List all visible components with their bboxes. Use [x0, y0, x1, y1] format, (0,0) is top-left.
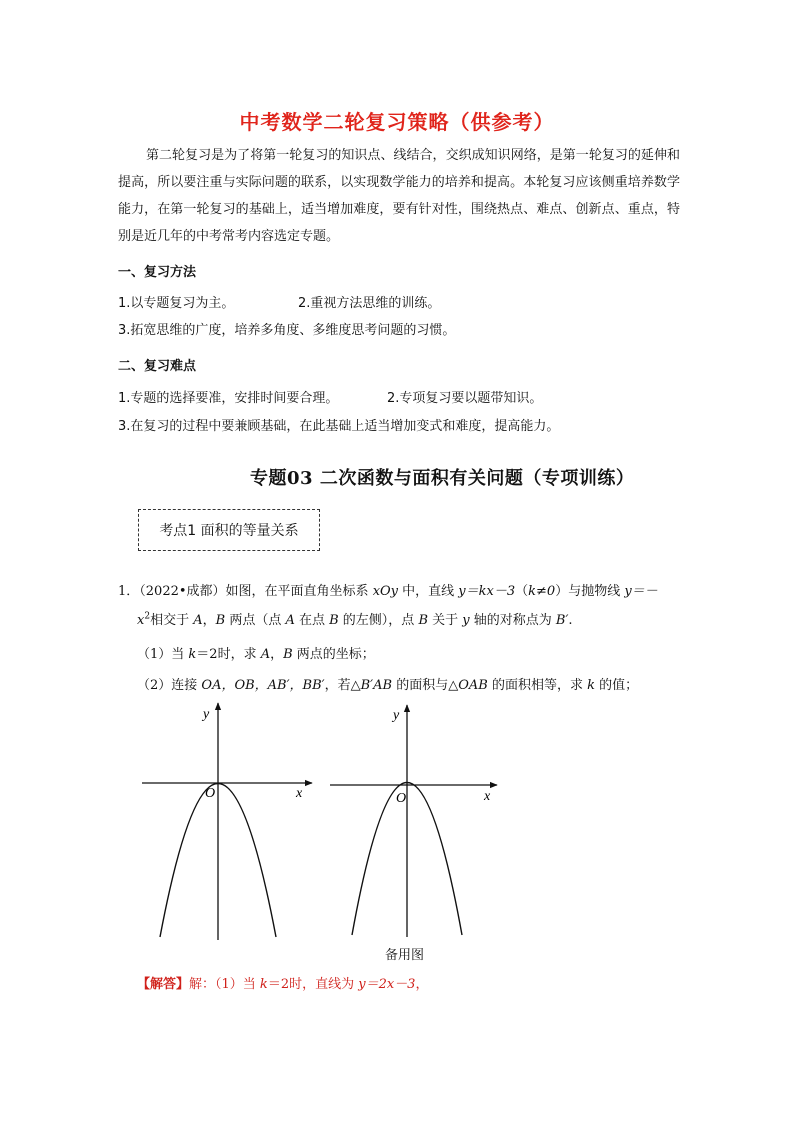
q-point: A — [260, 647, 271, 662]
figure-2 — [330, 705, 497, 937]
section2-item1: 1.专题的选择要准，安排时间要合理。 — [118, 391, 339, 406]
page-title: 中考数学二轮复习策略（供参考） — [239, 110, 555, 134]
q-text: ， — [202, 613, 216, 628]
figure-caption: 备用图 — [385, 948, 425, 963]
x-label: x — [484, 789, 491, 804]
q-x: x — [137, 613, 145, 628]
q-segments: OA，OB，AB′，BB′ — [201, 678, 325, 693]
q-condition: k≠0 — [528, 584, 556, 599]
y-label: y — [393, 708, 400, 723]
q-triangle: OAB — [458, 678, 488, 693]
figure-1 — [142, 703, 312, 940]
q-k: k — [188, 647, 197, 662]
q-text: （2）连接 — [137, 678, 202, 693]
q-parabola-y: y＝－ — [624, 584, 658, 599]
section2-item2: 2.专项复习要以题带知识。 — [387, 391, 543, 406]
section2-item3: 3.在复习的过程中要兼顾基础，在此基础上适当增加变式和难度，提高能力。 — [118, 419, 560, 434]
q-text: 两点的坐标； — [292, 647, 375, 662]
q-xoy: xOy — [372, 584, 399, 599]
q-text: 的左侧），点 — [338, 613, 419, 628]
origin-label: O — [205, 786, 216, 801]
section1-heading: 一、复习方法 — [118, 265, 197, 280]
q-axis: y — [462, 613, 470, 628]
answer-equation: y＝2x－3 — [358, 977, 416, 992]
kaodian-label: 考点1 面积的等量关系 — [159, 523, 299, 539]
q-text: ， — [270, 647, 284, 662]
section1-item1: 1.以专题复习为主。 — [118, 296, 235, 311]
answer-text: ＝2时，直线为 — [267, 977, 359, 992]
q-k: k — [587, 678, 595, 693]
question-source: （2022•成都） — [139, 584, 226, 599]
q-point: B′ — [555, 613, 569, 628]
answer-text: ， — [415, 977, 429, 992]
q-point: A — [285, 613, 295, 628]
q-point: A — [193, 613, 203, 628]
q-text: 两点（点 — [225, 613, 286, 628]
q-text: 相交于 — [150, 613, 194, 628]
q-point: B — [329, 613, 339, 628]
q-text: . — [568, 613, 573, 628]
q-line-equation: y＝kx－3 — [458, 584, 516, 599]
subject-title: 专题03 二次函数与面积有关问题（专项训练） — [250, 468, 635, 489]
q-text: 如图，在平面直角坐标系 — [225, 584, 373, 599]
q-text: 的值； — [594, 678, 639, 693]
answer-k: k — [259, 977, 268, 992]
q-point: B — [215, 613, 226, 628]
q-point: B — [418, 613, 428, 628]
q-text: 中，直线 — [398, 584, 459, 599]
q-exponent: 2 — [144, 611, 151, 622]
q-text: （1）当 — [137, 647, 189, 662]
origin-label: O — [396, 791, 407, 806]
answer-text: 解：（1）当 — [189, 977, 260, 992]
q-text: （ — [515, 584, 529, 599]
section1-item3: 3.拓宽思维的广度，培养多角度、多维度思考问题的习惯。 — [118, 323, 456, 338]
q-text: 的面积与△ — [392, 678, 459, 693]
answer-tag: 【解答】 — [137, 977, 190, 992]
y-label: y — [203, 707, 210, 722]
q-text: ＝2时，求 — [196, 647, 261, 662]
answer-line — [137, 973, 428, 992]
q-text: ，若△ — [324, 678, 361, 693]
section1-item2: 2.重视方法思维的训练。 — [298, 296, 441, 311]
question-number: 1． — [118, 584, 140, 599]
q-triangle: B′AB — [360, 678, 393, 693]
q-point: B — [283, 647, 293, 662]
q-text: ）与抛物线 — [555, 584, 625, 599]
q-text: 关于 — [428, 613, 463, 628]
x-label: x — [296, 786, 303, 801]
q-text: 在点 — [294, 613, 330, 628]
intro-paragraph: 第二轮复习是为了将第一轮复习的知识点、线结合，交织成知识网络，是第一轮复习的延伸和提高，所以要注重与实际问题的联系，以实现数学能力的培养和提高。本轮复习应该侧重培养数学能力，在第一轮复习的基础上，适当增加难度，要有针对性，围绕热点、难点、创新点、重点，特别是近几年的中考常考内容选定专题。 — [118, 148, 680, 244]
section2-heading: 二、复习难点 — [118, 359, 197, 374]
q-text: 轴的对称点为 — [469, 613, 556, 628]
q-text: 的面积相等，求 — [487, 678, 588, 693]
